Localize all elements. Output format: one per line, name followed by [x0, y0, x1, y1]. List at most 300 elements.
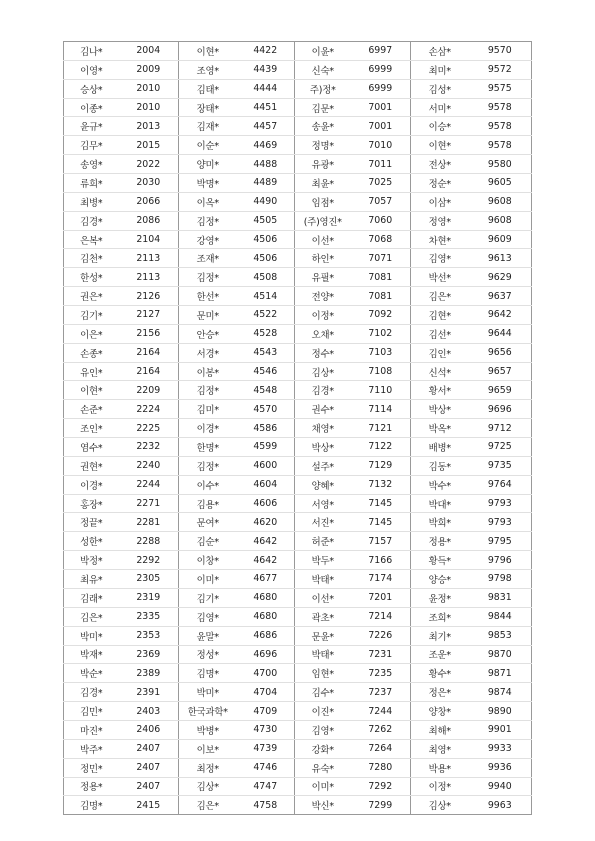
donor-name-cell: 김경* [295, 381, 351, 400]
donor-name-cell: 이삼* [411, 192, 469, 211]
donor-name-cell: 승상* [64, 79, 119, 98]
donor-number-cell: 7071 [351, 249, 411, 268]
donor-number-cell: 4747 [237, 777, 295, 796]
donor-number-cell: 9795 [469, 532, 532, 551]
donor-name-cell: 정민* [64, 758, 119, 777]
donor-name-cell: 이승* [411, 117, 469, 136]
donor-number-cell: 2407 [119, 777, 179, 796]
donor-name-cell: 최유* [64, 570, 119, 589]
donor-name-cell: 최정* [179, 758, 237, 777]
donor-name-cell: 권수* [295, 400, 351, 419]
donor-number-cell: 9605 [469, 174, 532, 193]
donor-number-cell: 7081 [351, 287, 411, 306]
donor-name-cell: 김명* [64, 796, 119, 815]
donor-name-cell: 이현* [411, 136, 469, 155]
donor-number-cell: 7001 [351, 98, 411, 117]
donor-name-cell: 김미* [179, 400, 237, 419]
donor-number-cell: 9570 [469, 42, 532, 61]
donor-name-cell: 장태* [179, 98, 237, 117]
table-row [64, 79, 532, 98]
donor-name-cell: 송윤* [295, 117, 351, 136]
donor-number-cell: 9580 [469, 155, 532, 174]
donor-name-cell: 김상* [295, 362, 351, 381]
donor-number-cell: 9853 [469, 626, 532, 645]
donor-number-cell: 2015 [119, 136, 179, 155]
table-row [64, 230, 532, 249]
donor-number-cell: 9870 [469, 645, 532, 664]
table-row [64, 739, 532, 758]
donor-name-cell: 정은* [411, 683, 469, 702]
donor-name-cell: 김영* [295, 720, 351, 739]
donor-name-cell: 김나* [64, 42, 119, 61]
table-row [64, 570, 532, 589]
donor-number-cell: 9844 [469, 607, 532, 626]
donor-name-cell: 김선* [411, 324, 469, 343]
donor-name-cell: 정용* [411, 532, 469, 551]
donor-list-table [63, 41, 532, 815]
donor-number-cell: 9764 [469, 475, 532, 494]
donor-number-cell: 2164 [119, 343, 179, 362]
table-row [64, 777, 532, 796]
table-row [64, 796, 532, 815]
donor-number-cell: 2335 [119, 607, 179, 626]
donor-name-cell: 김래* [64, 588, 119, 607]
donor-number-cell: 7001 [351, 117, 411, 136]
donor-number-cell: 7102 [351, 324, 411, 343]
donor-number-cell: 7060 [351, 211, 411, 230]
donor-number-cell: 4730 [237, 720, 295, 739]
donor-number-cell: 2066 [119, 192, 179, 211]
donor-name-cell: 박선* [411, 268, 469, 287]
donor-name-cell: 윤규* [64, 117, 119, 136]
donor-name-cell: 곽초* [295, 607, 351, 626]
donor-number-cell: 4548 [237, 381, 295, 400]
donor-number-cell: 9871 [469, 664, 532, 683]
donor-number-cell: 4522 [237, 306, 295, 325]
donor-name-cell: 김용* [179, 494, 237, 513]
donor-name-cell: 김재* [179, 117, 237, 136]
donor-number-cell: 4739 [237, 739, 295, 758]
table-row [64, 475, 532, 494]
donor-name-cell: 은복* [64, 230, 119, 249]
donor-number-cell: 4422 [237, 42, 295, 61]
donor-name-cell: 이종* [64, 98, 119, 117]
donor-number-cell: 4700 [237, 664, 295, 683]
donor-name-cell: 김경* [64, 211, 119, 230]
donor-name-cell: 이윤* [295, 42, 351, 61]
donor-number-cell: 4606 [237, 494, 295, 513]
donor-number-cell: 7226 [351, 626, 411, 645]
donor-name-cell: 김영* [179, 607, 237, 626]
donor-name-cell: 정용* [64, 777, 119, 796]
donor-number-cell: 2104 [119, 230, 179, 249]
donor-name-cell: 박순* [64, 664, 119, 683]
donor-number-cell: 7201 [351, 588, 411, 607]
donor-name-cell: 박신* [295, 796, 351, 815]
donor-name-cell: 김문* [295, 98, 351, 117]
donor-number-cell: 7081 [351, 268, 411, 287]
donor-number-cell: 7231 [351, 645, 411, 664]
donor-name-cell: 박태* [295, 570, 351, 589]
donor-number-cell: 4677 [237, 570, 295, 589]
donor-name-cell: 박두* [295, 551, 351, 570]
donor-number-cell: 9637 [469, 287, 532, 306]
donor-number-cell: 4543 [237, 343, 295, 362]
table-row [64, 758, 532, 777]
donor-number-cell: 2244 [119, 475, 179, 494]
table-row [64, 588, 532, 607]
table-row [64, 42, 532, 61]
donor-name-cell: 박옥* [411, 419, 469, 438]
donor-name-cell: 주)정* [295, 79, 351, 98]
donor-name-cell: 조재* [179, 249, 237, 268]
donor-name-cell: 손삼* [411, 42, 469, 61]
donor-name-cell: 마진* [64, 720, 119, 739]
donor-name-cell: 박주* [64, 739, 119, 758]
donor-name-cell: 조희* [411, 607, 469, 626]
donor-number-cell: 4642 [237, 532, 295, 551]
donor-number-cell: 4457 [237, 117, 295, 136]
table-row [64, 362, 532, 381]
table-row [64, 306, 532, 325]
donor-number-cell: 9831 [469, 588, 532, 607]
donor-number-cell: 4586 [237, 419, 295, 438]
table-row [64, 211, 532, 230]
donor-name-cell: 허준* [295, 532, 351, 551]
donor-name-cell: 김동* [411, 456, 469, 475]
donor-number-cell: 7011 [351, 155, 411, 174]
donor-number-cell: 2209 [119, 381, 179, 400]
donor-name-cell: 김무* [64, 136, 119, 155]
donor-number-cell: 2127 [119, 306, 179, 325]
donor-number-cell: 4570 [237, 400, 295, 419]
donor-name-cell: 유인* [64, 362, 119, 381]
donor-number-cell: 9963 [469, 796, 532, 815]
donor-number-cell: 7114 [351, 400, 411, 419]
donor-name-cell: 김순* [179, 532, 237, 551]
donor-number-cell: 2369 [119, 645, 179, 664]
donor-number-cell: 4546 [237, 362, 295, 381]
donor-name-cell: 김경* [64, 683, 119, 702]
donor-name-cell: 강영* [179, 230, 237, 249]
donor-name-cell: 조인* [64, 419, 119, 438]
donor-number-cell: 7121 [351, 419, 411, 438]
table-row [64, 720, 532, 739]
donor-name-cell: 이선* [295, 230, 351, 249]
donor-name-cell: 신석* [411, 362, 469, 381]
donor-name-cell: 김민* [64, 702, 119, 721]
donor-name-cell: 김수* [295, 683, 351, 702]
donor-number-cell: 9793 [469, 513, 532, 532]
donor-number-cell: 2281 [119, 513, 179, 532]
donor-number-cell: 4746 [237, 758, 295, 777]
donor-number-cell: 4490 [237, 192, 295, 211]
donor-number-cell: 4451 [237, 98, 295, 117]
donor-number-cell: 2406 [119, 720, 179, 739]
donor-name-cell: 이순* [179, 136, 237, 155]
donor-name-cell: 오채* [295, 324, 351, 343]
donor-name-cell: 채영* [295, 419, 351, 438]
donor-name-cell: 김정* [179, 456, 237, 475]
donor-name-cell: 김태* [179, 79, 237, 98]
donor-name-cell: 양승* [411, 570, 469, 589]
donor-number-cell: 7244 [351, 702, 411, 721]
donor-number-cell: 9659 [469, 381, 532, 400]
donor-name-cell: 황수* [411, 664, 469, 683]
donor-number-cell: 9725 [469, 438, 532, 457]
donor-name-cell: 하인* [295, 249, 351, 268]
donor-number-cell: 7174 [351, 570, 411, 589]
donor-number-cell: 4709 [237, 702, 295, 721]
donor-name-cell: 김현* [411, 306, 469, 325]
donor-name-cell: 조운* [411, 645, 469, 664]
table-row [64, 117, 532, 136]
table-row [64, 98, 532, 117]
donor-name-cell: 최윤* [295, 174, 351, 193]
donor-name-cell: 서경* [179, 343, 237, 362]
donor-number-cell: 4680 [237, 607, 295, 626]
donor-number-cell: 2113 [119, 268, 179, 287]
donor-number-cell: 2288 [119, 532, 179, 551]
donor-number-cell: 4696 [237, 645, 295, 664]
donor-number-cell: 2225 [119, 419, 179, 438]
donor-number-cell: 9578 [469, 136, 532, 155]
donor-number-cell: 9608 [469, 211, 532, 230]
donor-name-cell: 염수* [64, 438, 119, 457]
donor-number-cell: 4600 [237, 456, 295, 475]
donor-number-cell: 4506 [237, 249, 295, 268]
donor-number-cell: 7157 [351, 532, 411, 551]
donor-number-cell: 6997 [351, 42, 411, 61]
donor-name-cell: 최해* [411, 720, 469, 739]
donor-name-cell: 박미* [179, 683, 237, 702]
donor-number-cell: 7103 [351, 343, 411, 362]
donor-number-cell: 4508 [237, 268, 295, 287]
donor-name-cell: 김정* [179, 381, 237, 400]
donor-number-cell: 4758 [237, 796, 295, 815]
donor-number-cell: 9629 [469, 268, 532, 287]
donor-number-cell: 9712 [469, 419, 532, 438]
donor-number-cell: 4642 [237, 551, 295, 570]
donor-number-cell: 7108 [351, 362, 411, 381]
donor-name-cell: 윤정* [411, 588, 469, 607]
donor-number-cell: 4599 [237, 438, 295, 457]
donor-number-cell: 2022 [119, 155, 179, 174]
donor-name-cell: 정명* [295, 136, 351, 155]
donor-number-cell: 7264 [351, 739, 411, 758]
donor-number-cell: 7145 [351, 494, 411, 513]
donor-number-cell: 9735 [469, 456, 532, 475]
donor-number-cell: 9901 [469, 720, 532, 739]
donor-number-cell: 2271 [119, 494, 179, 513]
donor-name-cell: 홍장* [64, 494, 119, 513]
donor-name-cell: 이정* [295, 306, 351, 325]
donor-number-cell: 2353 [119, 626, 179, 645]
donor-number-cell: 2113 [119, 249, 179, 268]
donor-name-cell: 이봉* [179, 362, 237, 381]
donor-name-cell: 이보* [179, 739, 237, 758]
donor-number-cell: 4505 [237, 211, 295, 230]
donor-number-cell: 9874 [469, 683, 532, 702]
donor-name-cell: 윤말* [179, 626, 237, 645]
donor-number-cell: 9933 [469, 739, 532, 758]
donor-name-cell: 김상* [411, 796, 469, 815]
donor-name-cell: 정순* [411, 174, 469, 193]
table-row [64, 532, 532, 551]
donor-number-cell: 9613 [469, 249, 532, 268]
donor-name-cell: 김정* [179, 268, 237, 287]
donor-name-cell: 김천* [64, 249, 119, 268]
donor-name-cell: 임현* [295, 664, 351, 683]
donor-name-cell: 강화* [295, 739, 351, 758]
table-row [64, 513, 532, 532]
donor-name-cell: 박재* [64, 645, 119, 664]
donor-number-cell: 7262 [351, 720, 411, 739]
donor-name-cell: 김영* [411, 249, 469, 268]
donor-name-cell: 황서* [411, 381, 469, 400]
donor-name-cell: 황득* [411, 551, 469, 570]
donor-name-cell: 이선* [295, 588, 351, 607]
donor-number-cell: 4469 [237, 136, 295, 155]
donor-name-cell: 이창* [179, 551, 237, 570]
donor-number-cell: 9608 [469, 192, 532, 211]
donor-number-cell: 7132 [351, 475, 411, 494]
donor-name-cell: 안승* [179, 324, 237, 343]
donor-name-cell: 김명* [179, 664, 237, 683]
table-row [64, 400, 532, 419]
table-row [64, 192, 532, 211]
donor-number-cell: 7110 [351, 381, 411, 400]
donor-number-cell: 9798 [469, 570, 532, 589]
table-row [64, 419, 532, 438]
donor-name-cell: 박정* [64, 551, 119, 570]
donor-name-cell: 권은* [64, 287, 119, 306]
donor-number-cell: 9572 [469, 60, 532, 79]
donor-name-cell: 이정* [411, 777, 469, 796]
donor-number-cell: 4686 [237, 626, 295, 645]
donor-number-cell: 7129 [351, 456, 411, 475]
donor-number-cell: 4680 [237, 588, 295, 607]
donor-name-cell: 류희* [64, 174, 119, 193]
donor-number-cell: 9656 [469, 343, 532, 362]
table-row [64, 645, 532, 664]
table-row [64, 381, 532, 400]
donor-number-cell: 4604 [237, 475, 295, 494]
table-row [64, 683, 532, 702]
table-row [64, 268, 532, 287]
donor-number-cell: 7214 [351, 607, 411, 626]
donor-name-cell: 최기* [411, 626, 469, 645]
donor-number-cell: 9936 [469, 758, 532, 777]
donor-name-cell: 김기* [64, 306, 119, 325]
donor-number-cell: 4528 [237, 324, 295, 343]
donor-name-cell: 양미* [179, 155, 237, 174]
donor-number-cell: 2415 [119, 796, 179, 815]
donor-number-cell: 9642 [469, 306, 532, 325]
donor-name-cell: 권현* [64, 456, 119, 475]
donor-number-cell: 7299 [351, 796, 411, 815]
donor-name-cell: 한국과학* [179, 702, 237, 721]
donor-number-cell: 6999 [351, 79, 411, 98]
donor-name-cell: 정수* [295, 343, 351, 362]
donor-name-cell: 김은* [411, 287, 469, 306]
donor-name-cell: 정성* [179, 645, 237, 664]
donor-number-cell: 9657 [469, 362, 532, 381]
table-row [64, 607, 532, 626]
donor-number-cell: 2407 [119, 758, 179, 777]
donor-number-cell: 7292 [351, 777, 411, 796]
donor-name-cell: 설주* [295, 456, 351, 475]
donor-number-cell: 2240 [119, 456, 179, 475]
table-row [64, 60, 532, 79]
donor-number-cell: 2126 [119, 287, 179, 306]
donor-name-cell: 김인* [411, 343, 469, 362]
table-row [64, 626, 532, 645]
donor-number-cell: 4439 [237, 60, 295, 79]
donor-number-cell: 7166 [351, 551, 411, 570]
donor-number-cell: 9578 [469, 117, 532, 136]
donor-name-cell: (주)영진* [295, 211, 351, 230]
donor-number-cell: 2156 [119, 324, 179, 343]
donor-name-cell: 최병* [64, 192, 119, 211]
donor-name-cell: 한성* [64, 268, 119, 287]
table-row [64, 343, 532, 362]
table-row [64, 136, 532, 155]
donor-number-cell: 7068 [351, 230, 411, 249]
donor-number-cell: 2305 [119, 570, 179, 589]
donor-number-cell: 7122 [351, 438, 411, 457]
donor-name-cell: 이옥* [179, 192, 237, 211]
donor-number-cell: 2403 [119, 702, 179, 721]
donor-name-cell: 서영* [295, 494, 351, 513]
donor-name-cell: 박상* [411, 400, 469, 419]
donor-number-cell: 4488 [237, 155, 295, 174]
donor-name-cell: 박병* [179, 720, 237, 739]
donor-name-cell: 전양* [295, 287, 351, 306]
donor-number-cell: 4444 [237, 79, 295, 98]
donor-number-cell: 7237 [351, 683, 411, 702]
donor-name-cell: 문미* [179, 306, 237, 325]
donor-name-cell: 박희* [411, 513, 469, 532]
donor-name-cell: 유광* [295, 155, 351, 174]
donor-name-cell: 이현* [179, 42, 237, 61]
donor-name-cell: 정끝* [64, 513, 119, 532]
donor-name-cell: 배병* [411, 438, 469, 457]
table-row [64, 456, 532, 475]
donor-number-cell: 7025 [351, 174, 411, 193]
table-row [64, 494, 532, 513]
donor-number-cell: 9575 [469, 79, 532, 98]
donor-number-cell: 7280 [351, 758, 411, 777]
table-row [64, 438, 532, 457]
table-row [64, 324, 532, 343]
donor-number-cell: 9578 [469, 98, 532, 117]
donor-name-cell: 유숙* [295, 758, 351, 777]
donor-number-cell: 9644 [469, 324, 532, 343]
donor-number-cell: 2292 [119, 551, 179, 570]
donor-name-cell: 유필* [295, 268, 351, 287]
donor-name-cell: 송영* [64, 155, 119, 174]
donor-number-cell: 2030 [119, 174, 179, 193]
donor-name-cell: 문여* [179, 513, 237, 532]
donor-name-cell: 정영* [411, 211, 469, 230]
donor-name-cell: 이은* [64, 324, 119, 343]
table-row [64, 664, 532, 683]
donor-name-cell: 한명* [179, 438, 237, 457]
donor-name-cell: 이수* [179, 475, 237, 494]
donor-name-cell: 박용* [411, 758, 469, 777]
donor-number-cell: 4620 [237, 513, 295, 532]
